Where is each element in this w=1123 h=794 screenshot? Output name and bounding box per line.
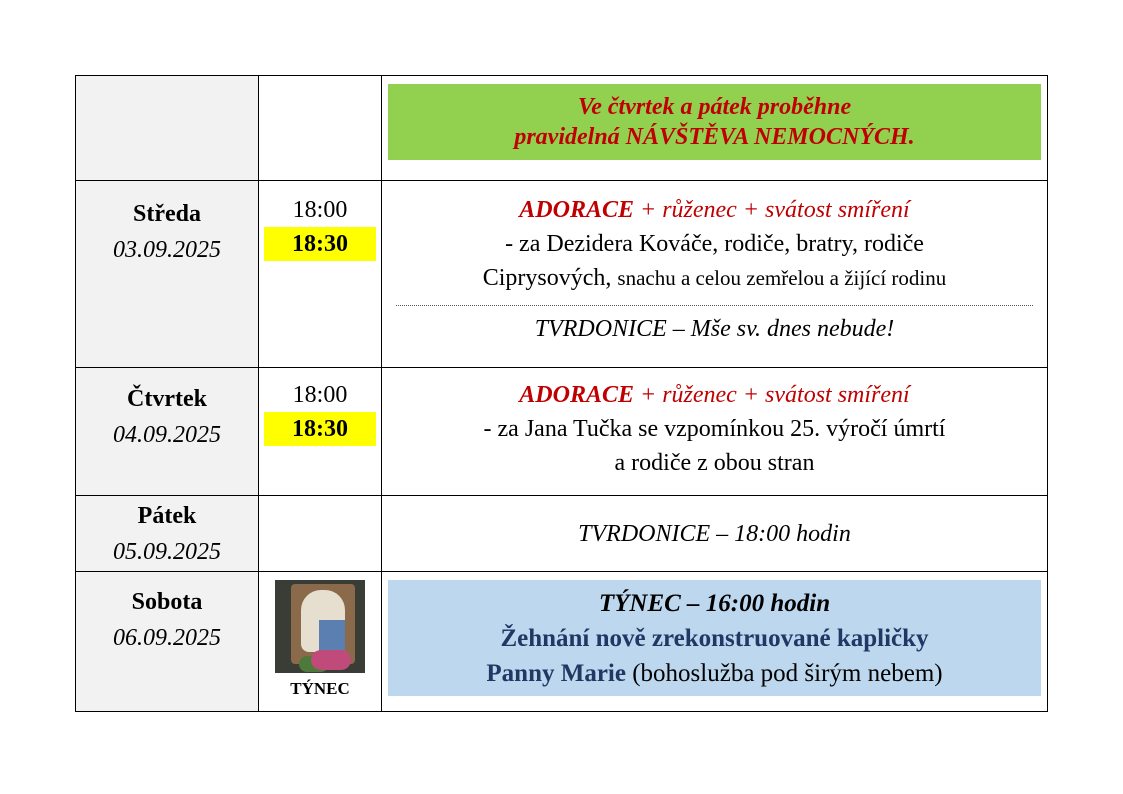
adoration-tail: + růženec + svátost smíření — [634, 382, 910, 408]
mary-line — [388, 656, 1041, 691]
event-cell-thursday — [382, 368, 1048, 496]
time-highlight: 18:30 — [264, 412, 376, 446]
notice-row — [76, 76, 1048, 181]
row-thursday — [76, 368, 1048, 496]
blessing-line: Žehnání nově zrekonstruované kapličky — [500, 625, 929, 652]
mary-rest: (bohoslužba pod širým nebem) — [625, 660, 943, 687]
picture-cell — [259, 572, 382, 712]
time-primary: 18:00 — [292, 382, 348, 408]
intention-line-1: - za Dezidera Kováče, rodiče, bratry, rodiče — [505, 231, 924, 257]
day-name: Středa — [133, 201, 201, 227]
hospital-visit-notice — [388, 84, 1041, 160]
notice-line-1: Ve čtvrtek a pátek proběhne — [577, 94, 852, 120]
intention-line-2 — [382, 261, 1047, 295]
day-date: 03.09.2025 — [113, 237, 221, 263]
chapel-blessing-box — [388, 580, 1041, 696]
day-date: 06.09.2025 — [113, 625, 221, 651]
day-cell-friday — [76, 496, 259, 572]
adoration-head: ADORACE — [519, 197, 634, 223]
mary-name: Panny Marie — [486, 660, 626, 687]
day-date: 04.09.2025 — [113, 422, 221, 448]
row-friday — [76, 496, 1048, 572]
intention-2b: snachu a celou zemřelou a žijící rodinu — [617, 266, 947, 290]
day-name: Sobota — [131, 589, 203, 615]
day-cell-thursday — [76, 368, 259, 496]
schedule-table — [75, 75, 1048, 712]
event-cell-saturday — [382, 572, 1048, 712]
empty-time-cell — [259, 496, 382, 572]
day-cell-wednesday — [76, 181, 259, 368]
tynec-time: TÝNEC – 16:00 hodin — [598, 590, 831, 617]
picture-caption: TÝNEC — [290, 679, 350, 698]
day-name: Čtvrtek — [127, 386, 207, 412]
adoration-line — [382, 378, 1047, 412]
day-cell-saturday — [76, 572, 259, 712]
adoration-tail: + růženec + svátost smíření — [634, 197, 910, 223]
time-cell-thursday — [259, 368, 382, 496]
intention-line-1: - za Jana Tučka se vzpomínkou 25. výročí úmrtí — [483, 416, 946, 442]
empty-time-cell — [259, 76, 382, 181]
time-highlight: 18:30 — [264, 227, 376, 261]
notice-line-2: pravidelná NÁVŠTĚVA NEMOCNÝCH. — [514, 124, 915, 150]
adoration-head: ADORACE — [519, 382, 634, 408]
day-date: 05.09.2025 — [113, 539, 221, 565]
time-cell-wednesday — [259, 181, 382, 368]
event-cell-friday — [382, 496, 1048, 572]
notice-cell — [382, 76, 1048, 181]
chapel-picture — [275, 580, 365, 673]
tvrdonice-time: TVRDONICE – 18:00 hodin — [578, 520, 851, 547]
adoration-line — [382, 193, 1047, 227]
day-name: Pátek — [137, 503, 197, 529]
divider — [396, 305, 1033, 306]
intention-line-2: a rodiče z obou stran — [614, 450, 815, 476]
row-wednesday — [76, 181, 1048, 368]
tvrdonice-note: TVRDONICE – Mše sv. dnes nebude! — [534, 316, 895, 342]
intention-2a: Ciprysových, — [482, 265, 618, 291]
row-saturday — [76, 572, 1048, 712]
event-cell-wednesday — [382, 181, 1048, 368]
time-primary: 18:00 — [292, 197, 348, 223]
empty-day-cell — [76, 76, 259, 181]
